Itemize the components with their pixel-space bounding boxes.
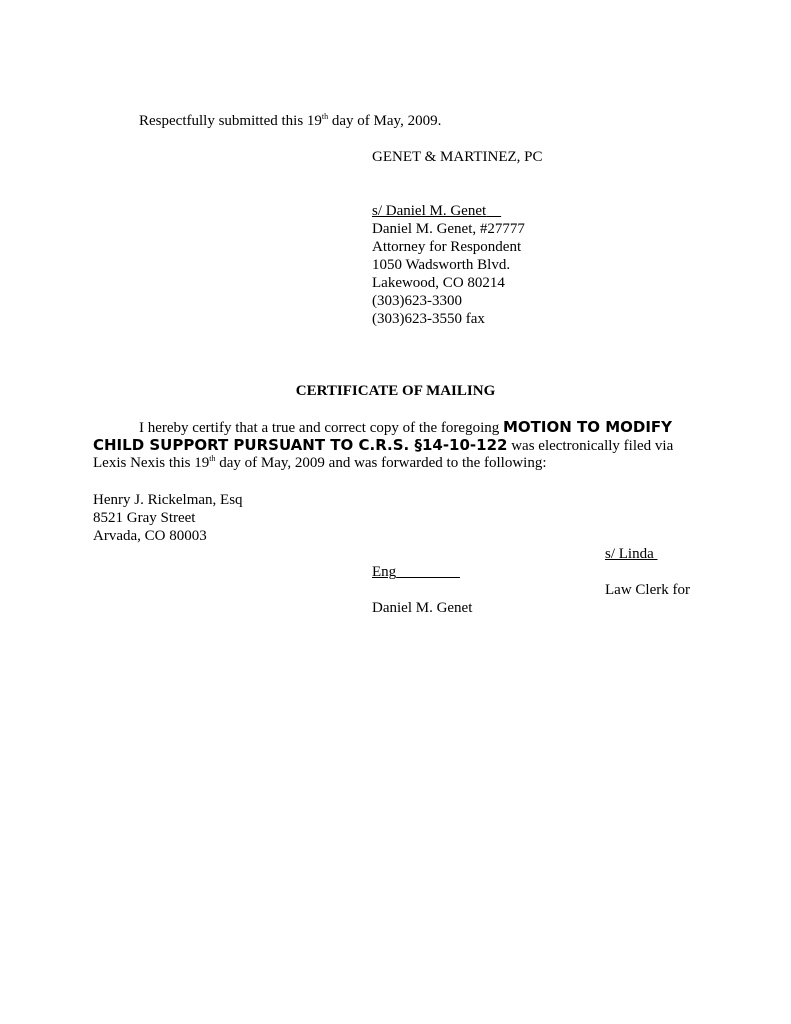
certificate-line-2 [93,436,673,455]
submission-text-post: day of May, 2009. [328,113,442,129]
certificate-ordinal-suffix: th [209,454,216,463]
certificate-heading: CERTIFICATE OF MAILING [295,383,496,399]
attorney-name: Daniel M. Genet, #27777 [372,221,525,237]
certificate-line-3 [93,454,547,472]
motion-title-part-1: MOTION TO MODIFY [503,418,673,436]
submission-line [139,112,441,130]
clerk-for-name: Daniel M. Genet [372,600,473,616]
recipient-street: 8521 Gray Street [93,510,196,526]
clerk-title: Law Clerk for [605,582,690,598]
certificate-line-1 [139,418,672,437]
clerk-signature-last: Eng [372,564,397,580]
attorney-signature: s/ Daniel M. Genet [372,203,487,219]
motion-title-part-2: CHILD SUPPORT PURSUANT TO C.R.S. §14-10-122 [93,436,508,454]
submission-text-pre: Respectfully submitted this 19 [139,113,322,129]
clerk-signature-line-2 [372,563,460,581]
certificate-text-1: I hereby certify that a true and correct copy of the foregoing [139,420,503,436]
attorney-address-street: 1050 Wadsworth Blvd. [372,257,511,273]
recipient-name: Henry J. Rickelman, Esq [93,492,243,508]
certificate-text-3-pre: Lexis Nexis this 19 [93,455,210,471]
firm-name: GENET & MARTINEZ, PC [372,149,543,165]
attorney-fax: (303)623-3550 fax [372,311,485,327]
certificate-text-3-post: day of May, 2009 and was forwarded to the following: [215,455,547,471]
attorney-phone: (303)623-3300 [372,293,462,309]
attorney-role: Attorney for Respondent [372,239,522,255]
clerk-signature-first: s/ Linda [605,546,658,562]
attorney-address-city: Lakewood, CO 80214 [372,275,505,291]
signature-line [372,202,501,220]
recipient-city: Arvada, CO 80003 [93,528,207,544]
certificate-text-2: was electronically filed via [507,438,674,454]
clerk-signature-line-1 [605,545,658,563]
submission-ordinal-suffix: th [321,112,329,121]
